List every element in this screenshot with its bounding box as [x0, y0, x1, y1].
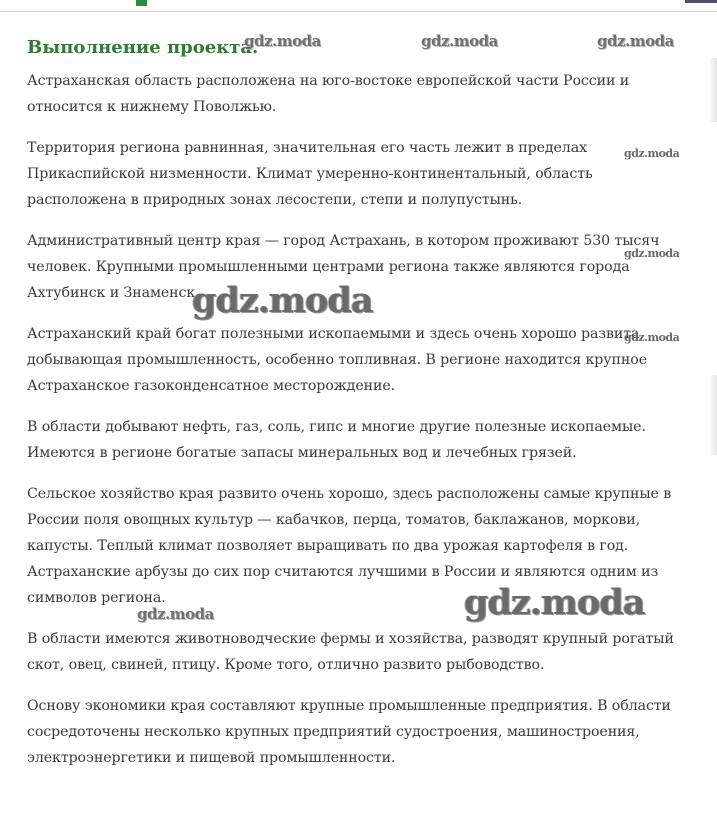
paragraph: Астраханский край богат полезными ископаемыми и здесь очень хорошо развита добывающая промышленность, особенно топливная. В регионе находится крупное Астраханское газоконденсатное месторождение. [27, 326, 647, 394]
paragraph: В области добывают нефть, газ, соль, гипс и многие другие полезные ископаемые. Имеются в регионе богатые запасы минеральных вод и лечебных грязей. [27, 419, 646, 461]
paragraph: Территория региона равнинная, значительная его часть лежит в пределах Прикаспийской низменности. Климат умеренно-континентальный, область расположена в природных зонах лесостепи, степи и полупустынь. [27, 140, 593, 208]
page-title: Выполнение проекта. [27, 37, 259, 58]
watermark: gdz.moda [192, 280, 373, 321]
green-mark [136, 0, 147, 6]
watermark: gdz.moda [624, 147, 680, 160]
paragraph: Административный центр края — город Астрахань, в котором проживают 530 тысяч человек. Крупными промышленными центрами региона также являются города Ахтубинск и Знаменск. [27, 233, 660, 301]
paragraph: В области имеются животноводческие фермы и хозяйства, разводят крупный рогатый скот, овец, свиней, птицу. Кроме того, отлично развито рыбоводство. [27, 631, 674, 673]
edge-shadow [709, 58, 717, 122]
paragraph: Астраханская область расположена на юго-востоке европейской части России и относится к нижнему Поволжью. [27, 73, 630, 115]
watermark: gdz.moda [464, 582, 645, 623]
paragraph: Сельское хозяйство края развито очень хорошо, здесь расположены самые крупные в России поля овощных культур — кабачков, перца, томатов, баклажанов, моркови, капусты. Теплый климат позволяет выращивать по два урожая картофеля в год. Астраханские арбузы до сих пор считаются лучшими в России и являются одним из символов региона. [27, 486, 672, 606]
watermark: gdz.moda [624, 331, 680, 344]
edge-shadow [709, 375, 717, 455]
watermark: gdz.moda [597, 32, 674, 50]
top-cut-strip [0, 0, 717, 12]
watermark: gdz.moda [624, 247, 680, 260]
watermark: gdz.moda [137, 605, 214, 623]
paragraph: Основу экономики края составляют крупные промышленные предприятия. В области сосредоточены несколько крупных предприятий судостроения, машиностроения, электроэнергетики и пищевой промышленности. [27, 698, 671, 766]
solution-content [27, 34, 687, 786]
edge-line [685, 0, 717, 3]
watermark: gdz.moda [244, 32, 321, 50]
watermark: gdz.moda [421, 32, 498, 50]
